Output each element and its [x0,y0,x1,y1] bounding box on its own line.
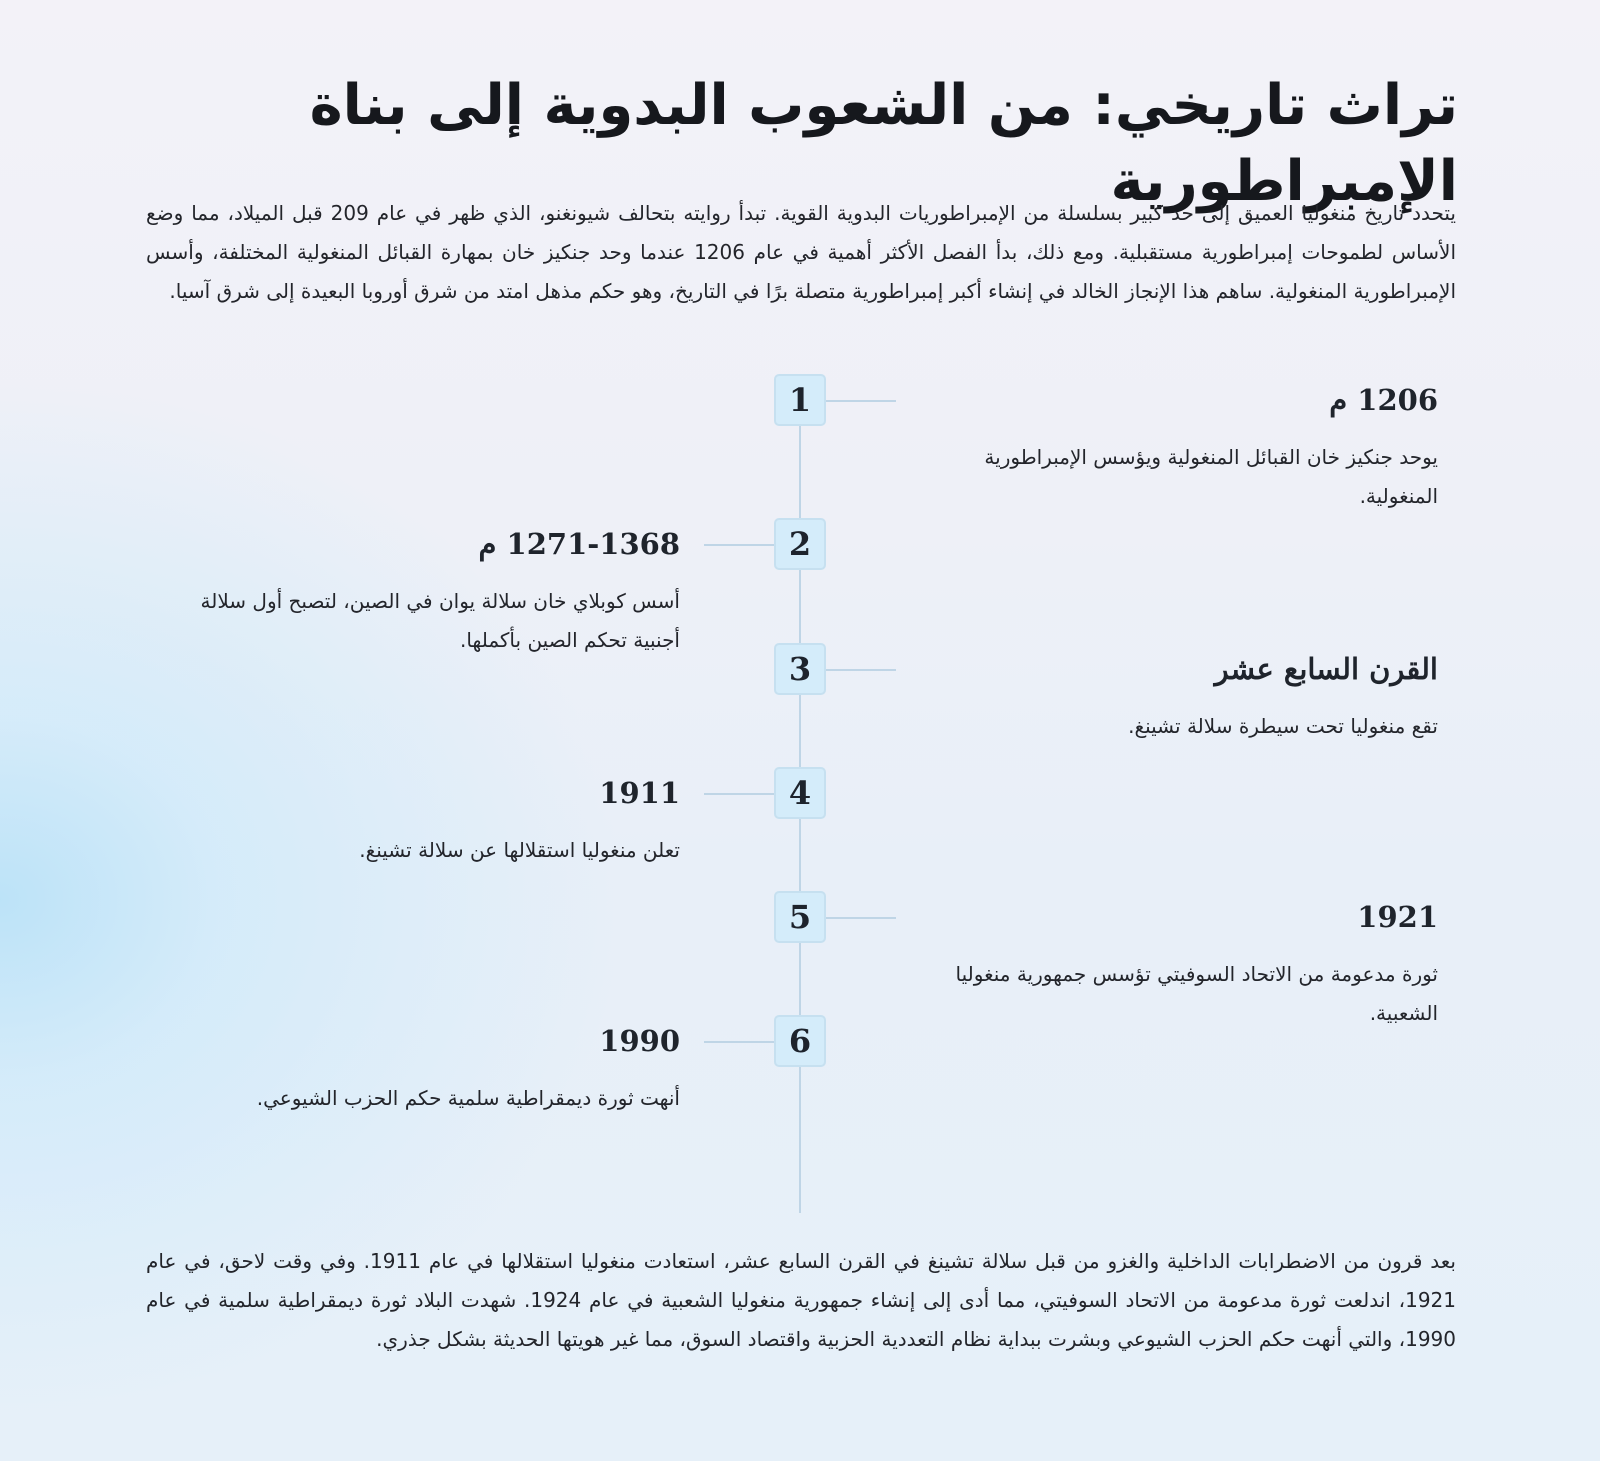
timeline-event-5 [918,897,1438,1033]
timeline-connector-1 [826,400,896,402]
event-date: 1990 [599,1024,680,1058]
event-date: القرن السابع عشر [1214,652,1438,686]
page-title: تراث تاريخي: من الشعوب البدوية إلى بناة الإمبراطورية [309,73,1458,214]
timeline-connector-6 [704,1041,774,1043]
event-date: 1271-1368 م [478,527,680,561]
timeline-event-2 [160,524,680,660]
event-description: ثورة مدعومة من الاتحاد السوفيتي تؤسس جمهورية منغوليا الشعبية. [955,962,1438,1025]
event-date: 1921 [1357,900,1438,934]
timeline-connector-3 [826,669,896,671]
event-description: تقع منغوليا تحت سيطرة سلالة تشينغ. [1128,714,1438,738]
timeline-event-6 [160,1021,680,1118]
timeline-event-1 [918,380,1438,516]
timeline-marker-5: 5 [774,891,826,943]
intro-paragraph: يتحدد تاريخ منغوليا العميق إلى حد كبير بسلسلة من الإمبراطوريات البدوية القوية. تبدأ روايته بتحالف شيونغنو، الذي ظهر في عام 209 قبل الميلاد، مما وضع الأساس لطموحات إمبراطورية مستقبلية. ومع ذلك، بدأ الفصل الأكثر أهمية في عام 1206 عندما وحد جنكيز خان بمهارة القبائل المنغولية المختلفة، وأسس الإمبراطورية المنغولية. ساهم هذا الإنجاز الخالد في إنشاء أكبر إمبراطورية متصلة برًا في التاريخ، وهو حكم مذهل امتد من شرق أوروبا البعيدة إلى شرق آسيا. [146,201,1456,303]
timeline-event-4 [160,773,680,870]
timeline-marker-4: 4 [774,767,826,819]
timeline-marker-1: 1 [774,374,826,426]
timeline-event-3 [918,649,1438,746]
event-description: يوحد جنكيز خان القبائل المنغولية ويؤسس الإمبراطورية المنغولية. [984,445,1438,508]
timeline-connector-4 [704,793,774,795]
event-description: أسس كوبلاي خان سلالة يوان في الصين، لتصبح أول سلالة أجنبية تحكم الصين بأكملها. [200,589,680,652]
timeline-marker-6: 6 [774,1015,826,1067]
event-description: أنهت ثورة ديمقراطية سلمية حكم الحزب الشيوعي. [256,1086,680,1110]
outro-paragraph: بعد قرون من الاضطرابات الداخلية والغزو من قبل سلالة تشينغ في القرن السابع عشر، استعادت منغوليا استقلالها في عام 1911. وفي وقت لاحق، في عام 1921، اندلعت ثورة مدعومة من الاتحاد السوفيتي، مما أدى إلى إنشاء جمهورية منغوليا الشعبية في عام 1924. شهدت البلاد ثورة ديمقراطية سلمية في عام 1990، والتي أنهت حكم الحزب الشيوعي وبشرت ببداية نظام التعددية الحزبية واقتصاد السوق، مما غير هويتها الحديثة بشكل جذري. [146,1249,1457,1351]
timeline-connector-2 [704,544,774,546]
event-date: 1206 م [1329,383,1438,417]
event-description: تعلن منغوليا استقلالها عن سلالة تشينغ. [359,838,680,862]
event-date: 1911 [599,776,680,810]
timeline-marker-3: 3 [774,643,826,695]
timeline-connector-5 [826,917,896,919]
timeline-marker-2: 2 [774,518,826,570]
